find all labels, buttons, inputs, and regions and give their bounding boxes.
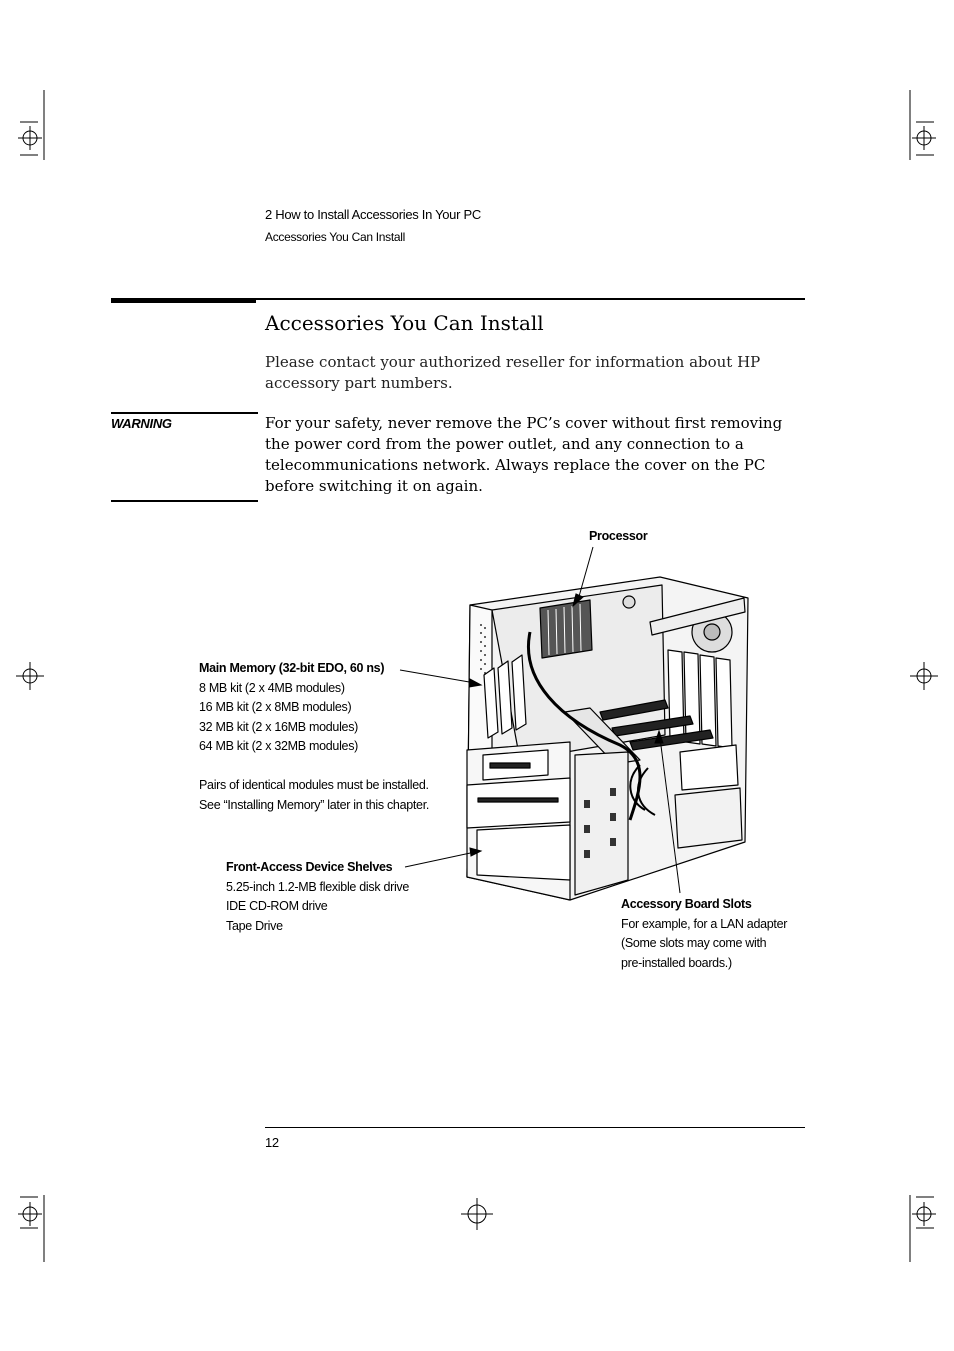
warning-label: WARNING xyxy=(111,416,172,431)
running-header-section: Accessories You Can Install xyxy=(265,230,405,244)
tape-drive-bay xyxy=(477,825,570,880)
slots-line: (Some slots may come with xyxy=(621,936,767,950)
slots-line: pre-installed boards.) xyxy=(621,955,732,970)
slots-line: For example, for a LAN adapter xyxy=(621,916,788,931)
expansion-board xyxy=(668,650,684,742)
memory-item: 8 MB kit (2 x 4MB modules) xyxy=(199,680,345,695)
section-title: Accessories You Can Install xyxy=(265,311,544,335)
expansion-board xyxy=(684,652,700,744)
shelves-item: Tape Drive xyxy=(226,918,283,933)
memory-note: See “Installing Memory” later in this chapter. xyxy=(199,797,430,812)
memory-note: Pairs of identical modules must be installed. xyxy=(199,778,429,792)
expansion-board xyxy=(716,658,732,748)
footer-rule xyxy=(265,1127,805,1128)
power-supply xyxy=(675,788,742,848)
shelves-item: IDE CD-ROM drive xyxy=(226,899,328,913)
processor-heatsink xyxy=(540,600,592,658)
intro-paragraph: Please contact your authorized reseller for information about HP accessory part numbers. xyxy=(265,353,761,392)
shelves-title: Front-Access Device Shelves xyxy=(226,860,393,874)
memory-title: Main Memory (32-bit EDO, 60 ns) xyxy=(199,661,385,675)
warning-text: For your safety, never remove the PC’s cover without first removing the power cord from the power outlet, and any connection to a telecommunications network. Always replace the cover on the PC before switching it on again. xyxy=(265,414,783,495)
processor-label: Processor xyxy=(589,529,648,543)
cdrom-drive xyxy=(467,778,570,828)
memory-item: 16 MB kit (2 x 8MB modules) xyxy=(199,700,352,714)
running-header-chapter: 2 How to Install Accessories In Your PC xyxy=(265,207,481,222)
page-number: 12 xyxy=(265,1135,279,1150)
slots-title: Accessory Board Slots xyxy=(621,897,752,911)
shelves-item: 5.25-inch 1.2-MB flexible disk drive xyxy=(226,879,410,894)
memory-item: 32 MB kit (2 x 16MB modules) xyxy=(199,719,359,734)
memory-item: 64 MB kit (2 x 32MB modules) xyxy=(199,739,359,753)
